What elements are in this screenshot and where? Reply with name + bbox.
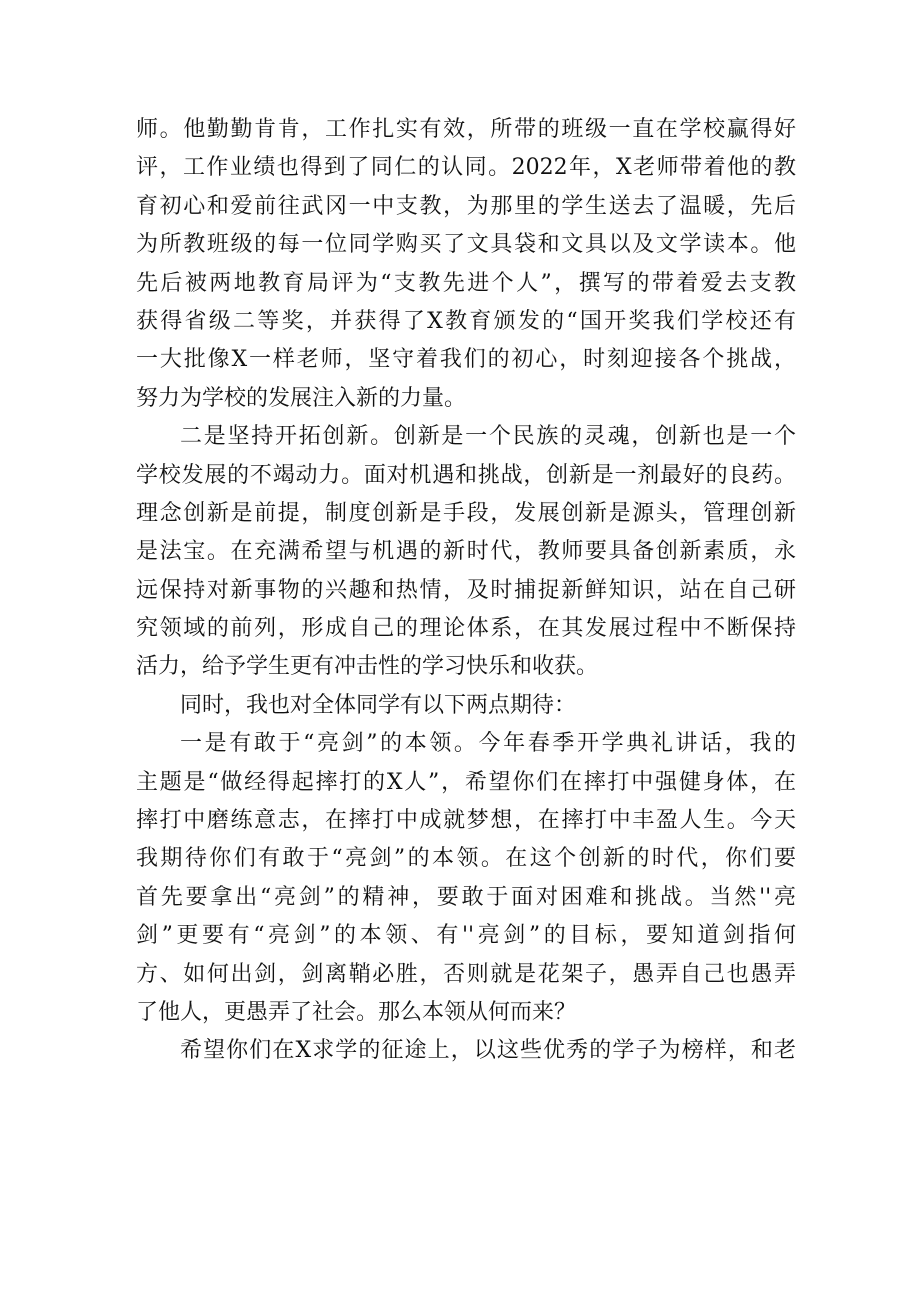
text-line: 了他人，更愚弄了社会。那么本领从何而来？ — [136, 999, 577, 1025]
paragraph-first-line: 希望你们在X求学的征途上，以这些优秀的学子为榜样，和老 — [180, 1038, 796, 1064]
text-line: 育初心和爱前往武冈一中支教，为那里的学生送去了温暖，先后 — [136, 193, 796, 219]
text-line: 是法宝。在充满希望与机遇的新时代，教师要具备创新素质，永 — [136, 539, 796, 565]
text-line: 究领域的前列，形成自己的理论体系，在其发展过程中不断保持 — [136, 616, 796, 642]
text-line: 方、如何出剑，剑离鞘必胜，否则就是花架子，愚弄自己也愚弄 — [136, 961, 796, 987]
text-line: 先后被两地教育局评为“支教先进个人”，撰写的带着爱去支教 — [136, 270, 796, 296]
text-line: 努力为学校的发展注入新的力量。 — [136, 385, 467, 411]
text-line: 学校发展的不竭动力。面对机遇和挑战，创新是一剂最好的良药。 — [136, 462, 796, 488]
text-line: 活力，给予学生更有冲击性的学习快乐和收获。 — [136, 654, 599, 680]
text-line: 我期待你们有敢于“亮剑”的本领。在这个创新的时代，你们要 — [136, 846, 796, 872]
text-line: 理念创新是前提，制度创新是手段，发展创新是源头，管理创新 — [136, 500, 796, 526]
text-line: 获得省级二等奖，并获得了X教育颁发的“国开奖我们学校还有 — [136, 308, 796, 334]
text-line: 评，工作业绩也得到了同仁的认同。2022年，X老师带着他的教 — [136, 155, 796, 181]
text-line: 为所教班级的每一位同学购买了文具袋和文具以及文学读本。他 — [136, 232, 796, 258]
paragraph-first-line: 一是有敢于“亮剑”的本领。今年春季开学典礼讲话，我的 — [180, 731, 796, 757]
text-line: 首先要拿出“亮剑”的精神，要敢于面对困难和挑战。当然''亮 — [136, 884, 796, 910]
text-line: 一大批像X一样老师，坚守着我们的初心，时刻迎接各个挑战， — [136, 347, 796, 373]
paragraph-first-line: 二是坚持开拓创新。创新是一个民族的灵魂，创新也是一个 — [180, 424, 796, 450]
document-body — [136, 111, 796, 1071]
text-line: 远保持对新事物的兴趣和热情，及时捕捉新鲜知识，站在自己研 — [136, 577, 796, 603]
paragraph-first-line: 同时，我也对全体同学有以下两点期待： — [180, 692, 577, 718]
text-line: 师。他勤勤肯肯，工作扎实有效，所带的班级一直在学校赢得好 — [136, 117, 796, 142]
text-line: 摔打中磨练意志，在摔打中成就梦想，在摔打中丰盈人生。今天 — [136, 808, 796, 834]
text-line: 主题是“做经得起摔打的X人”，希望你们在摔打中强健身体，在 — [136, 769, 796, 795]
text-line: 剑”更要有“亮剑”的本领、有''亮剑”的目标，要知道剑指何 — [136, 923, 796, 949]
